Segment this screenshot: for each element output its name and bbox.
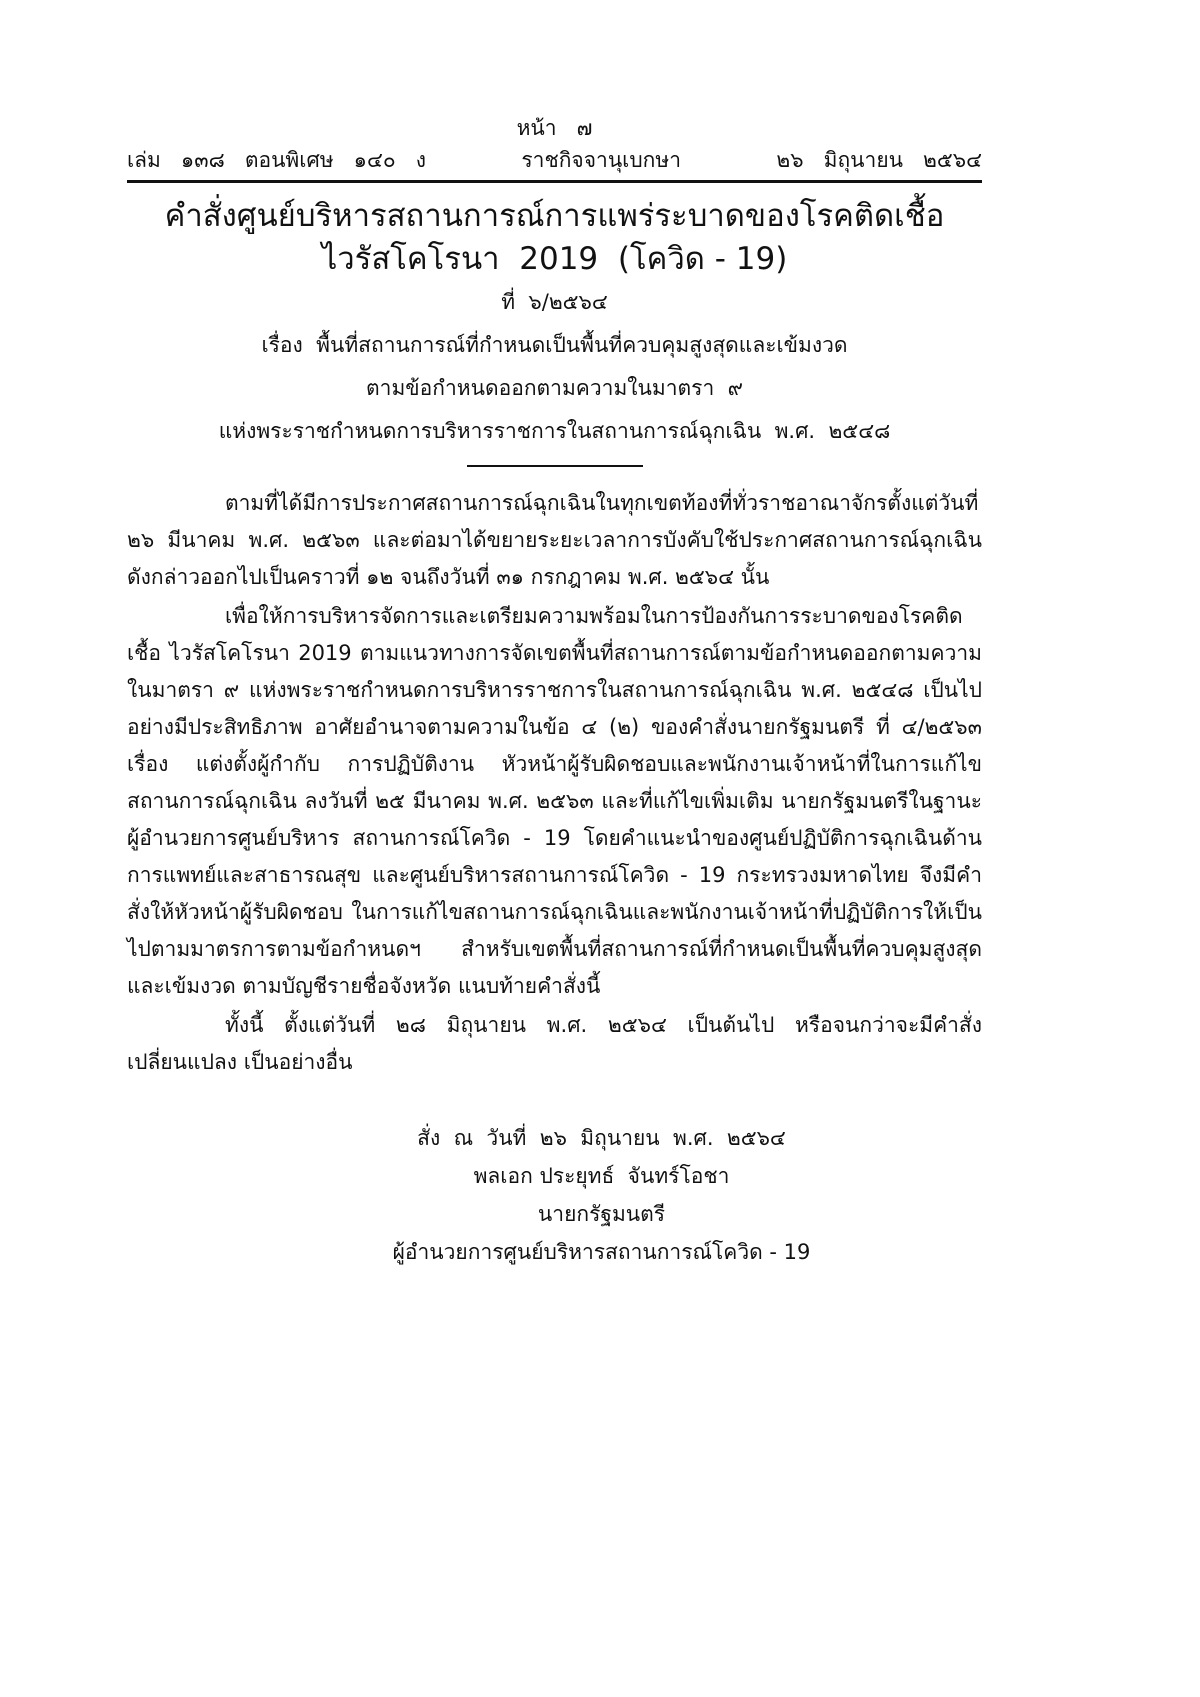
- signatory-name: พลเอก ประยุทธ์ จันทร์โอชา: [473, 1164, 730, 1188]
- body-line: ดังกล่าวออกไปเป็นคราวที่ ๑๒ จนถึงวันที่ ๓๑ กรกฎาคม พ.ศ. ๒๕๖๔ นั้น: [127, 565, 770, 589]
- signature-block: [127, 1119, 982, 1271]
- publication-date: ๒๖ มิถุนายน ๒๕๖๔: [776, 148, 982, 172]
- header-rule: [127, 180, 982, 183]
- body-line: สถานการณ์โควิด - 19 โดยคำแนะนำของศูนย์ปฏิบัติการฉุกเฉินด้านการแพทย์และสาธารณสุข: [127, 826, 982, 887]
- body-line: ในการแก้ไขสถานการณ์ฉุกเฉินและพนักงานเจ้าหน้าที่ปฏิบัติการให้เป็นไปตามมาตรการตามข้อกำหนดฯ: [127, 900, 982, 961]
- body-line: แห่งพระราชกำหนดการบริหารราชการในสถานการณ์ฉุกเฉิน พ.ศ. ๒๕๔๘ เป็นไปอย่างมีประสิทธิภาพ: [127, 678, 982, 739]
- body-paragraph-2: [127, 598, 982, 1005]
- body-line: ตามที่ได้มีการประกาศสถานการณ์ฉุกเฉินในทุกเขตท้องที่ทั่วราชอาณาจักรตั้งแต่วันที่: [225, 491, 979, 515]
- signatory-position-2: ผู้อำนวยการศูนย์บริหารสถานการณ์โควิด - 19: [392, 1240, 811, 1264]
- signatory-position-1: นายกรัฐมนตรี: [537, 1202, 666, 1226]
- volume-info: เล่ม ๑๓๘ ตอนพิเศษ ๑๔๐ ง: [127, 148, 426, 172]
- body-line: การปฏิบัติงาน หัวหน้าผู้รับผิดชอบและพนักงานเจ้าหน้าที่ในการแก้ไขสถานการณ์ฉุกเฉิน ลงวันที่: [127, 752, 982, 813]
- body-paragraph-3: [127, 1007, 982, 1081]
- order-subject-line3: แห่งพระราชกำหนดการบริหารราชการในสถานการณ์ฉุกเฉิน พ.ศ. ๒๕๔๘: [218, 419, 891, 443]
- body-line: เป็นอย่างอื่น: [243, 1050, 353, 1074]
- body-line: ๒๖ มีนาคม พ.ศ. ๒๕๖๓ และต่อมาได้ขยายระยะเวลาการบังคับใช้ประกาศสถานการณ์ฉุกเฉิน: [127, 528, 982, 552]
- order-number: ที่ ๖/๒๕๖๔: [501, 290, 608, 314]
- body-line: สำหรับเขตพื้นที่สถานการณ์ที่กำหนดเป็นพื้นที่ควบคุมสูงสุดและเข้มงวด ตามบัญชีรายชื่อจังหวัด: [127, 937, 982, 998]
- body-line: ไวรัสโคโรนา 2019 ตามแนวทางการจัดเขตพื้นที่สถานการณ์ตามข้อกำหนดออกตามความในมาตรา ๙: [127, 641, 982, 702]
- header-row: [127, 144, 982, 176]
- order-subject-line2: ตามข้อกำหนดออกตามความในมาตรา ๙: [366, 376, 743, 400]
- body-paragraph-1: [127, 485, 982, 596]
- body-line: เพื่อให้การบริหารจัดการและเตรียมความพร้อมในการป้องกันการระบาดของโรคติดเชื้อ: [127, 604, 963, 665]
- title-divider: [467, 465, 643, 467]
- body-line: แนบท้ายคำสั่งนี้: [457, 974, 601, 998]
- order-subject-line1: เรื่อง พื้นที่สถานการณ์ที่กำหนดเป็นพื้นที่ควบคุมสูงสุดและเข้มงวด: [261, 333, 848, 357]
- body-line: และศูนย์บริหารสถานการณ์โควิด - 19 กระทรวงมหาดไทย จึงมีคำสั่งให้หัวหน้าผู้รับผิดชอบ: [127, 863, 982, 924]
- body-line: ๒๕ มีนาคม พ.ศ. ๒๕๖๓ และที่แก้ไขเพิ่มเติม นายกรัฐมนตรีในฐานะผู้อำนวยการศูนย์บริหาร: [127, 789, 982, 850]
- publication-name: ราชกิจจานุเบกษา: [521, 148, 682, 172]
- body-line: ทั้งนี้ ตั้งแต่วันที่ ๒๘ มิถุนายน พ.ศ. ๒๕๖๔ เป็นต้นไป หรือจนกว่าจะมีคำสั่งเปลี่ยนแปลง: [127, 1013, 982, 1074]
- order-title-line1: คำสั่งศูนย์บริหารสถานการณ์การแพร่ระบาดของโรคติดเชื้อ: [164, 198, 945, 234]
- order-title-line2: ไวรัสโคโรนา 2019 (โควิด - 19): [321, 241, 788, 277]
- body-line: อาศัยอำนาจตามความในข้อ ๔ (๒) ของคำสั่งนายกรัฐมนตรี ที่ ๔/๒๕๖๓ เรื่อง แต่งตั้งผู้กำกับ: [127, 715, 982, 776]
- signature-date: สั่ง ณ วันที่ ๒๖ มิถุนายน พ.ศ. ๒๕๖๔: [417, 1126, 786, 1150]
- page-number: หน้า ๗: [516, 116, 593, 140]
